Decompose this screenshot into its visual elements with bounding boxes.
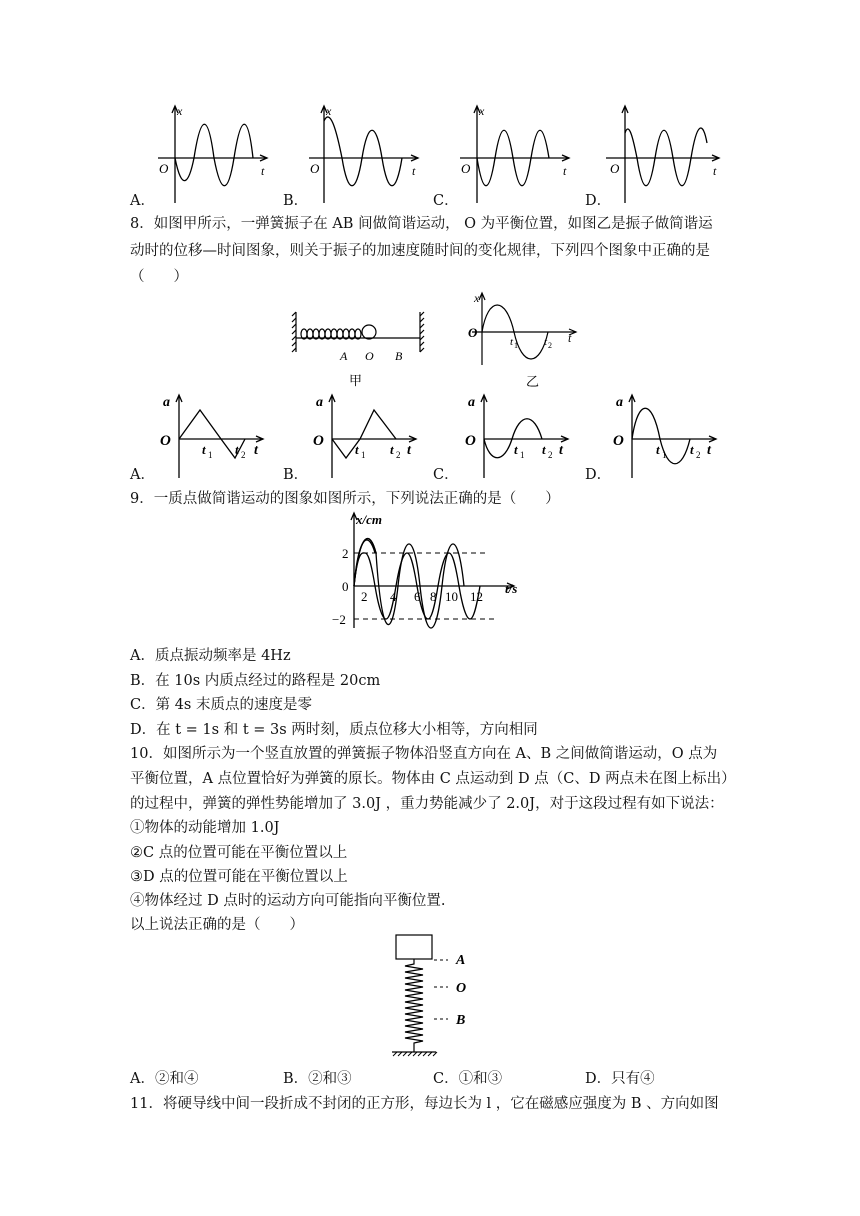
point-a-label: A [456, 953, 466, 968]
q7-graph-d [603, 103, 728, 208]
origin-label: O [465, 433, 476, 449]
t1-label: t [510, 336, 514, 348]
t2-subscript: 2 [241, 450, 246, 460]
y-axis-label: x/cm [356, 512, 382, 527]
x-axis-label: x [474, 291, 480, 305]
x-axis-label: x [479, 104, 485, 118]
t1-label: t [202, 442, 206, 457]
t1-subscript: 1 [520, 450, 525, 460]
q8-figure-yi [466, 290, 586, 390]
x-tick-10: 10 [445, 589, 458, 604]
t2-subscript: 2 [548, 341, 552, 350]
q7-option-c: C． [433, 193, 459, 209]
t1-subscript: 1 [662, 450, 667, 460]
q10-stem-line-2: 平衡位置，A 点位置恰好为弹簧的原长。物体由 C 点运动到 D 点（C、D 两点未在图上标出） [130, 771, 736, 787]
t1-subscript: 1 [208, 450, 213, 460]
q9-option-d: D．在 t = 1s 和 t = 3s 两时刻，质点位移大小相等，方向相同 [130, 722, 538, 738]
q8-option-c: C． [433, 467, 459, 483]
a-axis-label: a [468, 395, 475, 410]
x-tick-2: 2 [361, 589, 368, 604]
q9-graph [320, 510, 535, 630]
point-o-label: O [365, 349, 374, 363]
t1-subscript: 1 [361, 450, 366, 460]
q10-prompt: 以上说法正确的是（ ） [130, 917, 304, 933]
t-axis-label: t [568, 331, 572, 345]
q10-stem-line-3: 的过程中，弹簧的弹性势能增加了 3.0J ，重力势能减少了 2.0J，对于这段过程有如下说法： [130, 796, 724, 812]
t-axis-label: t [707, 443, 711, 458]
q7-option-b: B． [283, 193, 309, 209]
t-axis-label: t [261, 164, 265, 178]
q7-option-d: D． [585, 193, 612, 209]
q9-stem: 9．一质点做简谐运动的图象如图所示，下列说法正确的是（ ） [130, 491, 560, 507]
t1-label: t [656, 442, 660, 457]
t-axis-label: t [563, 164, 567, 178]
figure-yi-caption: 乙 [526, 374, 540, 389]
q8-figure-jia [290, 308, 430, 388]
q9-option-b: B．在 10s 内质点经过的路程是 20cm [130, 673, 381, 689]
q10-statement-2: ②C 点的位置可能在平衡位置以上 [130, 845, 348, 861]
t1-label: t [355, 442, 359, 457]
t2-label: t [542, 442, 546, 457]
q7-graph-a [155, 103, 275, 208]
q11-stem-line-1: 11．将硬导线中间一段折成不封闭的正方形，每边长为 l ，它在磁感应强度为 B 、方向如图 [130, 1096, 719, 1112]
q10-option-d: D．只有④ [585, 1071, 655, 1087]
t2-label: t [235, 442, 239, 457]
q10-option-a: A．②和④ [130, 1071, 199, 1087]
a-axis-label: a [616, 395, 623, 410]
t1-subscript: 1 [514, 341, 518, 350]
t2-label: t [390, 442, 394, 457]
origin-label: O [610, 161, 620, 176]
q8-stem-line-1: 8．如图甲所示，一弹簧振子在 AB 间做简谐运动， O 为平衡位置，如图乙是振子做简谐运 [130, 216, 713, 232]
t2-subscript: 2 [548, 450, 553, 460]
q9-option-a: A．质点振动频率是 4Hz [130, 648, 291, 664]
point-b-label: B [395, 349, 403, 363]
t2-label: t [690, 442, 694, 457]
t-axis-label: t [407, 443, 411, 458]
x-axis-label: x [177, 104, 183, 118]
q8-graph-a [155, 392, 270, 480]
x-axis-label: x [326, 104, 332, 118]
q8-graph-d [608, 392, 723, 480]
q8-option-a: A． [130, 467, 155, 483]
t-axis-label: t [713, 164, 717, 178]
point-a-label: A [340, 349, 348, 363]
y-tick-neg2: −2 [332, 612, 346, 627]
q8-graph-c [460, 392, 575, 480]
q7-option-a: A． [130, 193, 155, 209]
q10-spring-figure [388, 932, 488, 1062]
t-axis-label: t [412, 164, 416, 178]
t2-subscript: 2 [696, 450, 701, 460]
origin-label: O [159, 161, 169, 176]
x-axis-label: t/s [505, 581, 518, 596]
origin-label: O [313, 433, 324, 449]
q10-statement-3: ③D 点的位置可能在平衡位置以上 [130, 869, 348, 885]
t2-label: t [544, 336, 548, 348]
a-axis-label: a [316, 395, 323, 410]
y-tick-2: 2 [342, 546, 349, 561]
t1-label: t [514, 442, 518, 457]
q10-statement-1: ①物体的动能增加 1.0J [130, 820, 280, 836]
y-tick-0: 0 [342, 579, 349, 594]
origin-label: O [160, 433, 171, 449]
point-o-label: O [456, 981, 467, 996]
q7-graph-b [306, 103, 426, 208]
x-tick-8: 8 [430, 589, 437, 604]
q9-option-c: C．第 4s 末质点的速度是零 [130, 697, 312, 713]
x-tick-6: 6 [414, 589, 421, 604]
origin-label: O [468, 325, 478, 340]
figure-jia-caption: 甲 [349, 373, 363, 388]
a-axis-label: a [163, 395, 170, 410]
origin-label: O [613, 433, 624, 449]
q10-option-b: B．②和③ [283, 1071, 352, 1087]
q10-stem-line-1: 10．如图所示为一个竖直放置的弹簧振子物体沿竖直方向在 A、B 之间做简谐运动，O 点为 [130, 746, 718, 762]
origin-label: O [461, 161, 471, 176]
q10-statement-4: ④物体经过 D 点时的运动方向可能指向平衡位置. [130, 893, 446, 909]
q8-stem-line-2: 动时的位移—时间图象，则关于振子的加速度随时间的变化规律，下列四个图象中正确的是 [130, 243, 710, 259]
x-tick-4: 4 [390, 589, 397, 604]
t-axis-label: t [559, 443, 563, 458]
x-tick-12: 12 [470, 589, 483, 604]
q8-stem-line-3: （ ） [130, 269, 188, 285]
t2-subscript: 2 [396, 450, 401, 460]
q10-option-c: C．①和③ [433, 1071, 503, 1087]
q8-graph-b [308, 392, 423, 480]
origin-label: O [310, 161, 320, 176]
point-b-label: B [456, 1013, 466, 1028]
q8-option-b: B． [283, 467, 309, 483]
t-axis-label: t [254, 443, 258, 458]
q8-option-d: D． [585, 467, 612, 483]
q7-graph-c [457, 103, 577, 208]
